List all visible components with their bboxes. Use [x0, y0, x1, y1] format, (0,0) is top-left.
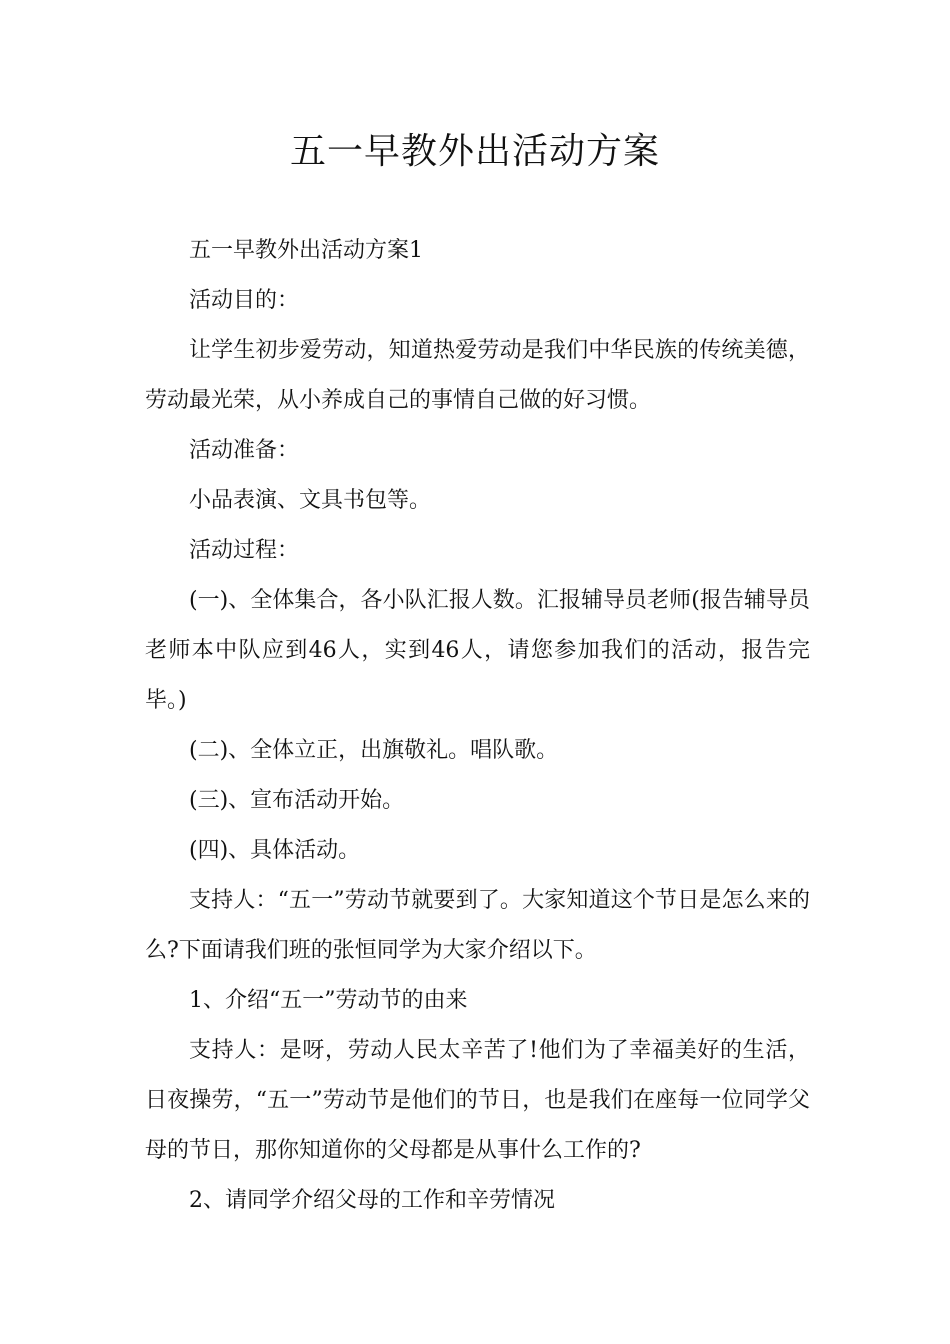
paragraph-step-1: (一)、全体集合，各小队汇报人数。汇报辅导员老师(报告辅导员老师本中队应到46人，实到46人，请您参加我们的活动，报告完毕。)	[145, 588, 810, 713]
document-title: 五一早教外出活动方案	[289, 131, 660, 172]
paragraph-step-3: (三)、宣布活动开始。	[189, 788, 405, 813]
paragraph-item-2: 2、请同学介绍父母的工作和辛劳情况	[189, 1188, 555, 1213]
paragraph-process-label: 活动过程：	[189, 538, 300, 563]
paragraph-item-1: 1、介绍“五一”劳动节的由来	[189, 988, 468, 1013]
paragraph-section-heading: 五一早教外出活动方案1	[189, 238, 423, 263]
document-body	[145, 226, 810, 1226]
paragraph-step-2: (二)、全体立正，出旗敬礼。唱队歌。	[189, 738, 559, 763]
paragraph-preparation-text: 小品表演、文具书包等。	[189, 488, 432, 513]
paragraph-purpose-text: 让学生初步爱劳动，知道热爱劳动是我们中华民族的传统美德，劳动最光荣，从小养成自己的事情自己做的好习惯。	[145, 338, 810, 413]
paragraph-host-followup: 支持人：是呀，劳动人民太辛苦了!他们为了幸福美好的生活，日夜操劳，“五一”劳动节是他们的节日，也是我们在座每一位同学父母的节日，那你知道你的父母都是从事什么工作的?	[145, 1038, 810, 1163]
paragraph-step-4: (四)、具体活动。	[189, 838, 361, 863]
paragraph-preparation-label: 活动准备：	[189, 438, 300, 463]
paragraph-host-intro: 支持人：“五一”劳动节就要到了。大家知道这个节日是怎么来的么?下面请我们班的张恒同学为大家介绍以下。	[145, 888, 810, 963]
paragraph-purpose-label: 活动目的：	[189, 288, 300, 313]
